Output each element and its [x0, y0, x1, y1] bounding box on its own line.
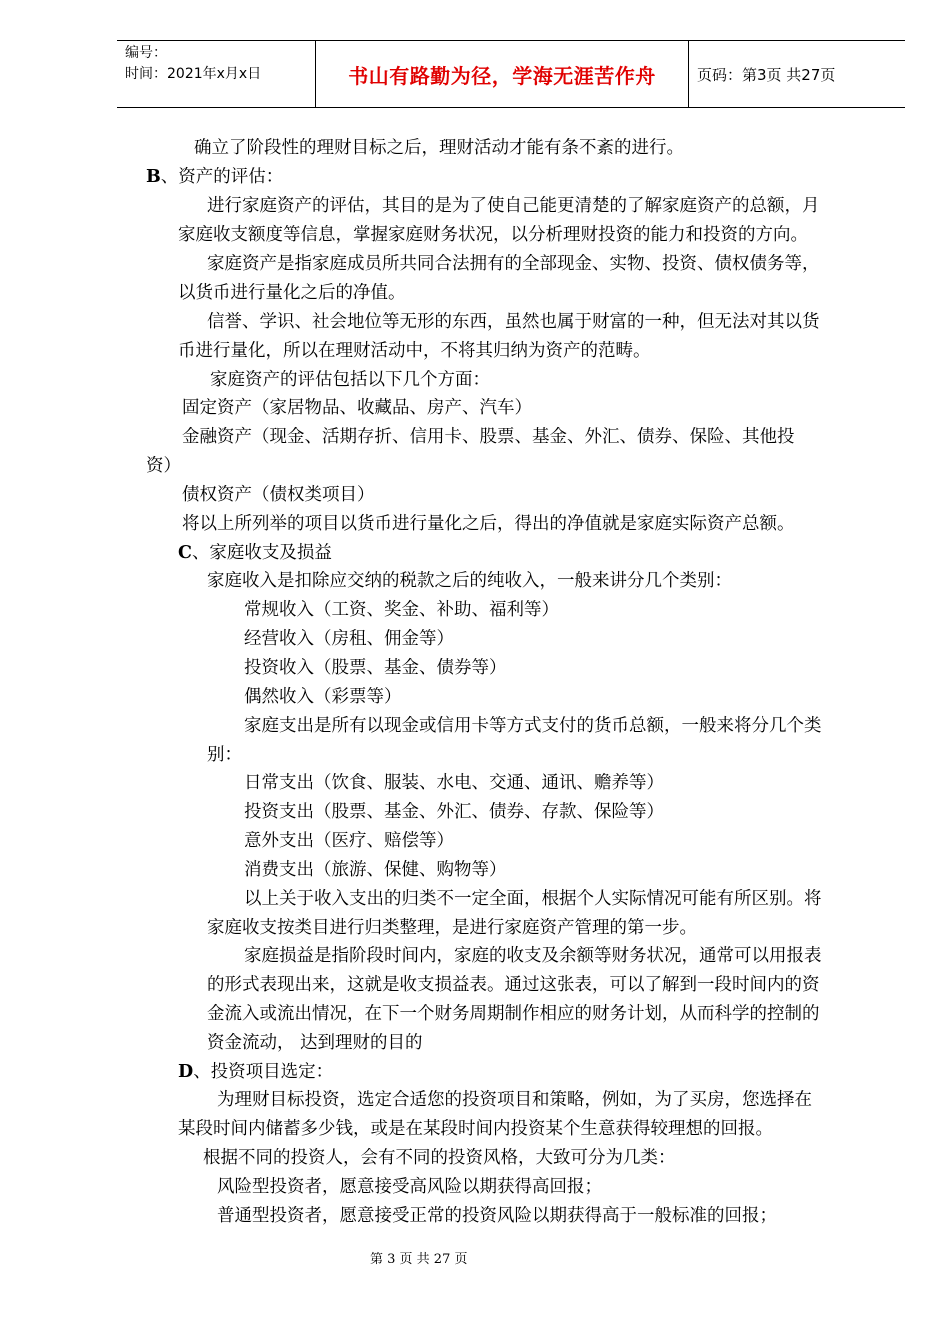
page-footer: 第 3 页 共 27 页: [370, 1252, 468, 1267]
list-item: 经营收入（房租、佣金等）: [244, 629, 454, 649]
text-line: 家庭收入是扣除应交纳的税款之后的纯收入，一般来讲分几个类别：: [207, 571, 732, 591]
text-line: 家庭损益是指阶段时间内，家庭的收支及余额等财务状况，通常可以用报表: [244, 946, 822, 966]
list-item: 常规收入（工资、奖金、补助、福利等）: [244, 600, 559, 620]
text-line: 家庭资产是指家庭成员所共同合法拥有的全部现金、实物、投资、债权债务等，: [207, 254, 820, 274]
document-time: 时间：2021年x月x日: [125, 66, 262, 82]
text-line: 资金流动， 达到理财的目的: [207, 1033, 423, 1053]
text-line: 别：: [207, 745, 242, 765]
header-page-info: 页码：第3页 共27页: [697, 65, 836, 84]
text-line: 金流入或流出情况，在下一个财务周期制作相应的财务计划，从而科学的控制的: [207, 1004, 820, 1024]
section-heading-c: [178, 543, 332, 563]
header-motto: 书山有路勤为径，学海无涯苦作舟: [315, 41, 689, 107]
page-header: [117, 40, 905, 108]
text-line: 某段时间内储蓄多少钱，或是在某段时间内投资某个生意获得较理想的回报。: [178, 1119, 773, 1139]
list-item: 消费支出（旅游、保健、购物等）: [244, 860, 507, 880]
text-line: 资）: [146, 456, 181, 476]
list-item: 偶然收入（彩票等）: [244, 687, 402, 707]
section-heading-d: [178, 1062, 333, 1082]
text-line: 金融资产（现金、活期存折、信用卡、股票、基金、外汇、债券、保险、其他投: [182, 427, 795, 447]
text-line: 以货币进行量化之后的净值。: [178, 283, 406, 303]
text-line: 为理财目标投资，选定合适您的投资项目和策略，例如，为了买房，您选择在: [217, 1090, 812, 1110]
section-marker: C: [178, 543, 192, 563]
list-item: 风险型投资者，愿意接受高风险以期获得高回报；: [217, 1177, 602, 1197]
list-item: 普通型投资者，愿意接受正常的投资风险以期获得高于一般标准的回报；: [217, 1206, 777, 1226]
section-heading-text: 、投资项目选定：: [193, 1062, 334, 1082]
list-item: 投资支出（股票、基金、外汇、债券、存款、保险等）: [244, 802, 664, 822]
header-meta: [117, 41, 315, 107]
text-line: 家庭收支按类目进行归类整理，是进行家庭资产管理的第一步。: [207, 918, 697, 938]
text-line: 的形式表现出来，这就是收支损益表。通过这张表，可以了解到一段时间内的资: [207, 975, 820, 995]
section-heading-b: [146, 167, 283, 187]
text-line: 将以上所列举的项目以货币进行量化之后，得出的净值就是家庭实际资产总额。: [182, 514, 795, 534]
text-line: 家庭收支额度等信息，掌握家庭财务状况，以分析理财投资的能力和投资的方向。: [178, 225, 808, 245]
list-item: 日常支出（饮食、服装、水电、交通、通讯、赡养等）: [244, 773, 664, 793]
text-line: 根据不同的投资人，会有不同的投资风格，大致可分为几类：: [203, 1148, 676, 1168]
section-heading-text: 、资产的评估：: [160, 167, 284, 187]
document-number-label: 编号：: [125, 45, 167, 61]
list-item: 意外支出（医疗、赔偿等）: [244, 831, 454, 851]
text-line: 家庭支出是所有以现金或信用卡等方式支付的货币总额，一般来将分几个类: [244, 716, 822, 736]
text-line: 家庭资产的评估包括以下几个方面：: [210, 370, 490, 390]
section-marker: B: [146, 167, 161, 187]
text-line: 债权资产（债权类项目）: [182, 485, 375, 505]
section-marker: D: [178, 1062, 194, 1082]
text-line: 固定资产（家居物品、收藏品、房产、汽车）: [182, 398, 532, 418]
list-item: 投资收入（股票、基金、债券等）: [244, 658, 507, 678]
text-line: 币进行量化，所以在理财活动中，不将其归纳为资产的范畴。: [178, 341, 651, 361]
text-line: 确立了阶段性的理财目标之后，理财活动才能有条不紊的进行。: [194, 138, 684, 158]
text-line: 进行家庭资产的评估，其目的是为了使自己能更清楚的了解家庭资产的总额，月: [207, 196, 820, 216]
text-line: 信誉、学识、社会地位等无形的东西，虽然也属于财富的一种，但无法对其以货: [207, 312, 820, 332]
section-heading-text: 、家庭收支及损益: [191, 543, 332, 563]
text-line: 以上关于收入支出的归类不一定全面，根据个人实际情况可能有所区别。将: [244, 889, 822, 909]
